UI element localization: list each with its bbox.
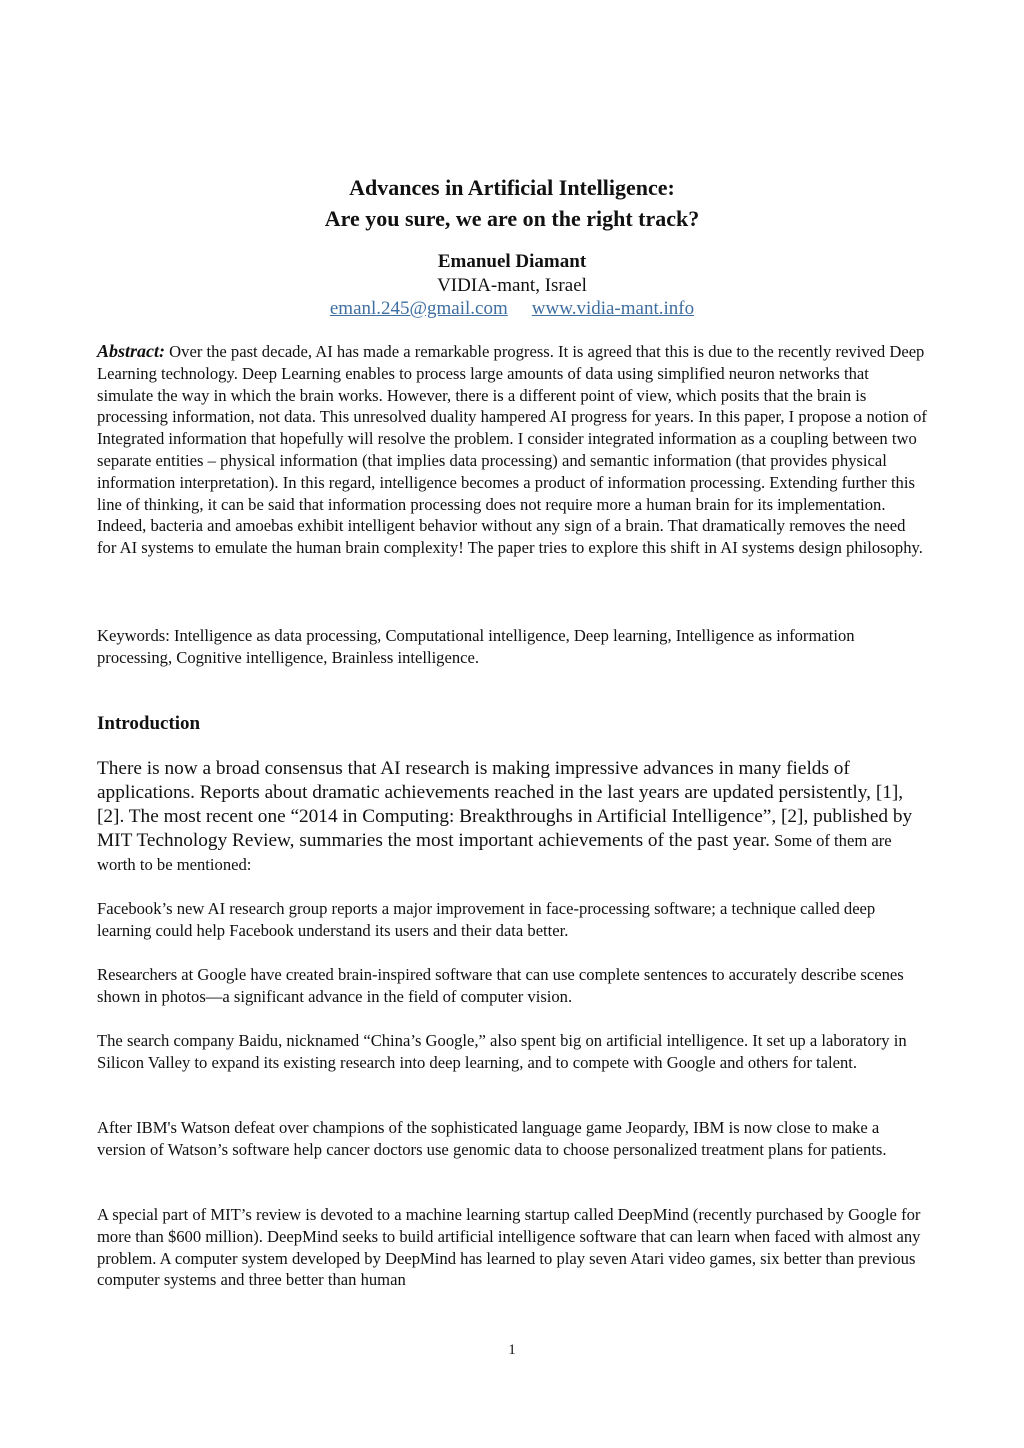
introduction-lead-paragraph xyxy=(97,757,927,877)
author-name: Emanuel Diamant xyxy=(437,251,587,272)
introduction-lead-tail: Some of them are worth to be mentioned: xyxy=(97,831,892,874)
body-paragraph-baidu: The search company Baidu, nicknamed “China’s Google,” also spent big on artificial intelligence. It set up a laboratory in Silicon Valley to expand its existing research into deep learning, and to compete with Google and others for talent. xyxy=(97,1031,907,1072)
body-paragraph-facebook: Facebook’s new AI research group reports a major improvement in face-processing software; a technique called deep learning could help Facebook understand its users and their data better. xyxy=(97,899,876,940)
body-paragraph-deepmind: A special part of MIT’s review is devoted to a machine learning startup called DeepMind (recently purchased by Google for more than $600 million). DeepMind seeks to build artificial intelligence software that can learn when faced with almost any problem. A computer system developed by DeepMind has learned to play seven Atari video games, six better than previous computer systems and three better than human xyxy=(97,1205,921,1290)
introduction-lead-text: There is now a broad consensus that AI research is making impressive advances in many fields of applications. Reports about dramatic achievements reached in the last years are updated persistently, [1], [2]. The most recent one “2014 in Computing: Breakthroughs in Artificial Intelligence”, [2], published by MIT Technology Review, summaries the most important achievements of the past year. xyxy=(97,758,913,851)
paper-title-line-1: Advances in Artificial Intelligence: xyxy=(349,175,675,200)
keywords-paragraph: Keywords: Intelligence as data processing, Computational intelligence, Deep learning, Intelligence as information processing, Cognitive intelligence, Brainless intelligence. xyxy=(97,626,855,667)
author-block xyxy=(0,250,1024,321)
title-block xyxy=(0,172,1024,234)
introduction-heading: Introduction xyxy=(97,713,201,734)
abstract-paragraph xyxy=(97,341,927,559)
paper-title-line-2: Are you sure, we are on the right track? xyxy=(324,206,700,231)
author-affiliation: VIDIA-mant, Israel xyxy=(437,274,587,296)
author-contact xyxy=(0,297,1024,321)
abstract-text: Over the past decade, AI has made a remarkable progress. It is agreed that this is due to the recently revived Deep Learning technology. Deep Learning enables to process large amounts of data using simplified neuron networks that simulate the way in which the brain works. However, there is a different point of view, which posits that the brain is processing information, not data. This unresolved duality hampered AI progress for years. In this paper, I propose a notion of Integrated information that hopefully will resolve the problem. I consider integrated information as a coupling between two separate entities – physical information (that implies data processing) and semantic information (that provides physical information interpretation). In this regard, intelligence becomes a product of information processing. Extending further this line of thinking, it can be said that information processing does not require more a human brain for its implementation. Indeed, bacteria and amoebas exhibit intelligent behavior without any sign of a brain. That dramatically removes the need for AI systems to emulate the human brain complexity! The paper tries to explore this shift in AI systems design philosophy. xyxy=(97,342,927,558)
page-number: 1 xyxy=(508,1342,516,1358)
abstract-label: Abstract: xyxy=(97,341,166,361)
author-email-link[interactable]: emanl.245@gmail.com xyxy=(329,298,508,319)
body-paragraph-ibm-watson: After IBM's Watson defeat over champions of the sophisticated language game Jeopardy, IBM is now close to make a version of Watson’s software help cancer doctors use genomic data to choose personalized treatment plans for patients. xyxy=(97,1118,887,1159)
body-paragraph-google: Researchers at Google have created brain-inspired software that can use complete sentences to accurately describe scenes shown in photos—a significant advance in the field of computer vision. xyxy=(97,965,904,1006)
author-website-link[interactable]: www.vidia-mant.info xyxy=(531,298,695,319)
